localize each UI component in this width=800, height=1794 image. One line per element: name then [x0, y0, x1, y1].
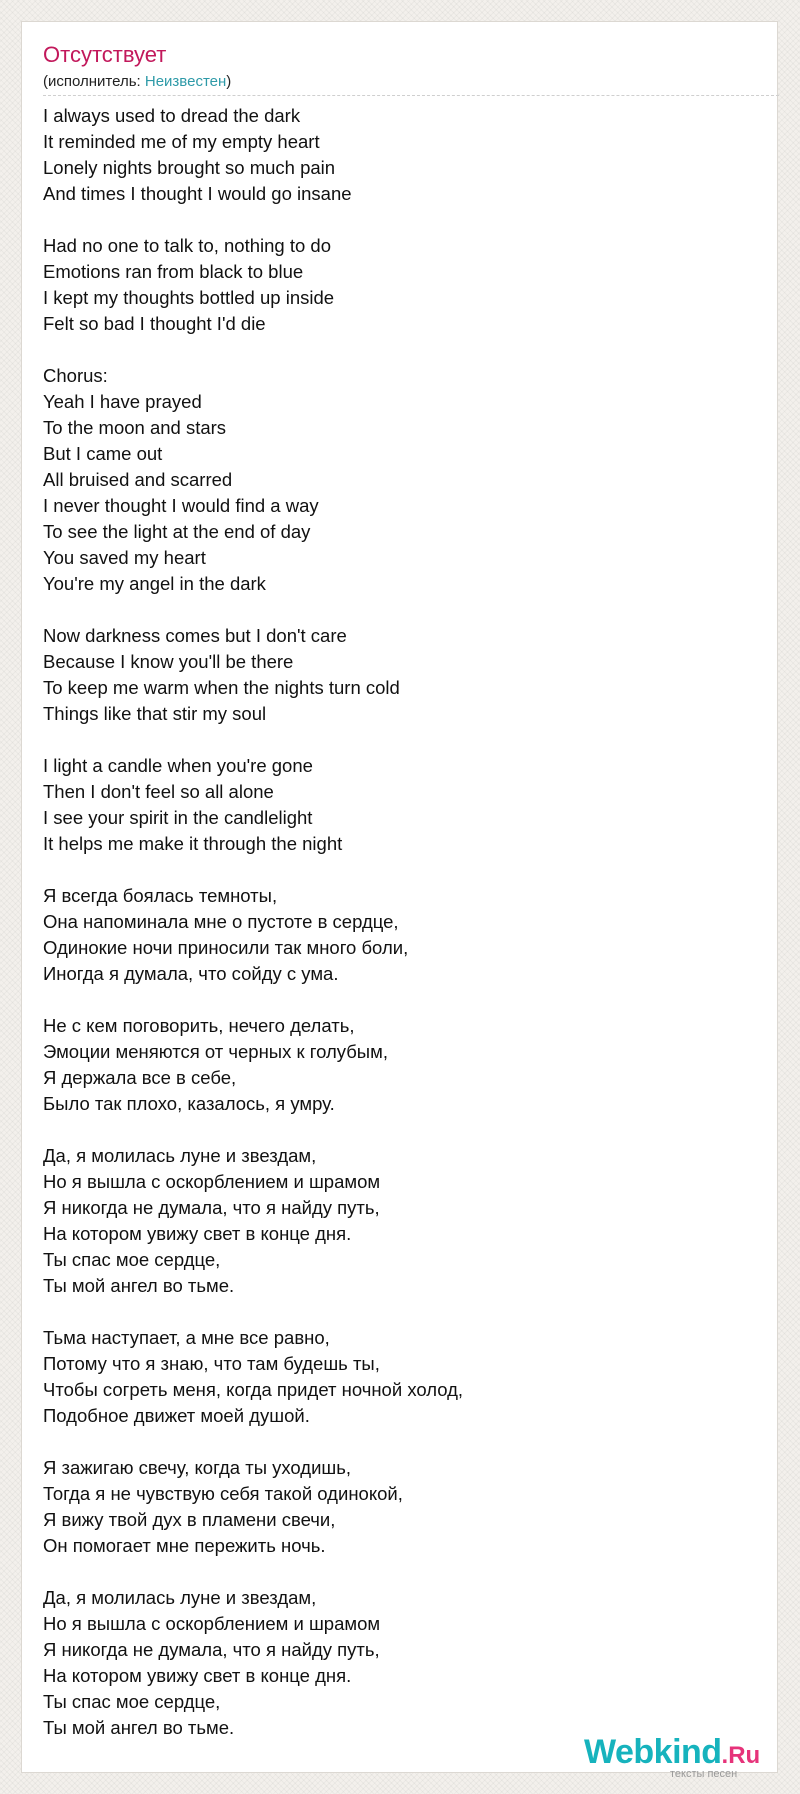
logo-tld: .Ru — [721, 1742, 761, 1769]
lyrics-stanza — [43, 753, 763, 857]
lyric-line: Она напоминала мне о пустоте в сердце, — [43, 911, 399, 932]
lyric-line: Felt so bad I thought I'd die — [43, 313, 266, 334]
artist-link[interactable]: Неизвестен — [144, 73, 227, 90]
lyric-line: Да, я молилась луне и звездам, — [43, 1145, 317, 1166]
lyric-line: Я зажигаю свечу, когда ты уходишь, — [43, 1457, 352, 1478]
song-title: Отсутствует — [43, 42, 167, 67]
artist-byline — [43, 73, 231, 91]
lyric-line: To the moon and stars — [43, 417, 227, 438]
lyric-line: Ты мой ангел во тьме. — [43, 1717, 235, 1738]
lyric-line: I see your spirit in the candlelight — [43, 807, 313, 828]
lyric-line: Не с кем поговорить, нечего делать, — [43, 1015, 355, 1036]
lyric-line: Ты спас мое сердце, — [43, 1249, 221, 1270]
lyric-line: It helps me make it through the night — [43, 833, 343, 854]
lyric-line: And times I thought I would go insane — [43, 183, 352, 204]
lyrics-stanza — [43, 103, 763, 207]
lyrics-body — [43, 103, 763, 1741]
lyric-line: Ты спас мое сердце, — [43, 1691, 221, 1712]
lyric-line: Yeah I have prayed — [43, 391, 202, 412]
lyric-line: Then I don't feel so all alone — [43, 781, 274, 802]
lyrics-stanza — [43, 1143, 763, 1299]
lyric-line: Had no one to talk to, nothing to do — [43, 235, 331, 256]
logo-tagline: тексты песен — [670, 1768, 738, 1780]
lyric-line: Эмоции меняются от черных к голубым, — [43, 1041, 388, 1062]
lyric-line: Lonely nights brought so much pain — [43, 157, 336, 178]
lyric-line: Одинокие ночи приносили так много боли, — [43, 937, 409, 958]
lyric-line: You saved my heart — [43, 547, 206, 568]
lyrics-stanza — [43, 363, 763, 597]
lyric-line: You're my angel in the dark — [43, 573, 266, 594]
lyric-line: Я держала все в себе, — [43, 1067, 237, 1088]
lyric-line: Подобное движет моей душой. — [43, 1405, 310, 1426]
lyrics-stanza — [43, 233, 763, 337]
lyrics-stanza — [43, 623, 763, 727]
lyric-line: Было так плохо, казалось, я умру. — [43, 1093, 335, 1114]
lyric-line: Потому что я знаю, что там будешь ты, — [43, 1353, 380, 1374]
lyric-line: Тогда я не чувствую себя такой одинокой, — [43, 1483, 403, 1504]
lyric-line: Но я вышла с оскорблением и шрамом — [43, 1171, 381, 1192]
byline-suffix: ) — [226, 73, 232, 90]
logo-name: Webkind — [584, 1733, 722, 1771]
header-divider — [43, 95, 779, 96]
lyric-line: Чтобы согреть меня, когда придет ночной холод, — [43, 1379, 464, 1400]
lyric-line: All bruised and scarred — [43, 469, 233, 490]
lyric-line: Я никогда не думала, что я найду путь, — [43, 1197, 380, 1218]
lyric-line: It reminded me of my empty heart — [43, 131, 320, 152]
lyrics-stanza — [43, 1455, 763, 1559]
lyric-line: Да, я молилась луне и звездам, — [43, 1587, 317, 1608]
site-logo[interactable] — [584, 1734, 784, 1784]
lyric-line: Я вижу твой дух в пламени свечи, — [43, 1509, 336, 1530]
lyric-line: To see the light at the end of day — [43, 521, 311, 542]
lyric-line: На котором увижу свет в конце дня. — [43, 1223, 352, 1244]
lyric-line: I light a candle when you're gone — [43, 755, 313, 776]
lyric-line: Emotions ran from black to blue — [43, 261, 304, 282]
lyrics-stanza — [43, 1585, 763, 1741]
lyric-line: Он помогает мне пережить ночь. — [43, 1535, 326, 1556]
lyric-line: Because I know you'll be there — [43, 651, 294, 672]
lyric-line: Я никогда не думала, что я найду путь, — [43, 1639, 380, 1660]
lyric-line: Things like that stir my soul — [43, 703, 267, 724]
lyric-line: Now darkness comes but I don't care — [43, 625, 347, 646]
lyric-line: To keep me warm when the nights turn cold — [43, 677, 400, 698]
lyric-line: I never thought I would find a way — [43, 495, 319, 516]
lyric-line: But I came out — [43, 443, 163, 464]
lyric-line: Но я вышла с оскорблением и шрамом — [43, 1613, 381, 1634]
lyric-line: Ты мой ангел во тьме. — [43, 1275, 235, 1296]
lyric-line: Я всегда боялась темноты, — [43, 885, 278, 906]
lyric-line: Иногда я думала, что сойду с ума. — [43, 963, 339, 984]
lyrics-stanza — [43, 1013, 763, 1117]
lyrics-stanza — [43, 883, 763, 987]
lyric-line: На котором увижу свет в конце дня. — [43, 1665, 352, 1686]
lyric-line: Тьма наступает, а мне все равно, — [43, 1327, 330, 1348]
lyrics-card — [21, 21, 778, 1780]
lyric-line: I always used to dread the dark — [43, 105, 301, 126]
byline-prefix: (исполнитель: — [43, 73, 145, 90]
lyric-line: I kept my thoughts bottled up inside — [43, 287, 335, 308]
lyric-line: Chorus: — [43, 365, 108, 386]
lyrics-stanza — [43, 1325, 763, 1429]
